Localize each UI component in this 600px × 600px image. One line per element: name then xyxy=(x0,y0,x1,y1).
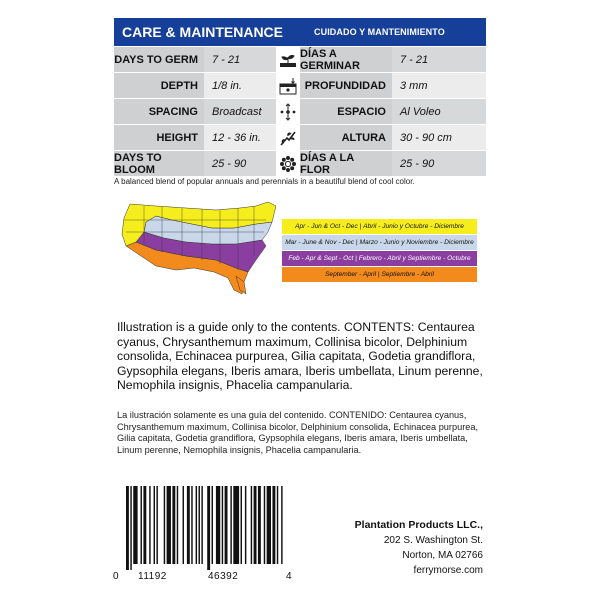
header-title-en: CARE & MAINTENANCE xyxy=(122,24,283,40)
seedling-icon xyxy=(276,47,300,72)
blend-description: A balanced blend of popular annuals and perennials in a beautiful blend of cool color. xyxy=(114,177,415,186)
barcode-bar xyxy=(233,486,239,564)
barcode-bar xyxy=(154,486,155,564)
barcode-bar xyxy=(245,486,246,564)
value-espacio: Al Voleo xyxy=(392,99,486,124)
barcode-bar xyxy=(130,486,131,570)
label-depth: DEPTH xyxy=(114,73,204,98)
label-dias-a-germinar: DÍAS A GERMINAR xyxy=(300,47,392,72)
barcode-bar xyxy=(196,486,197,564)
barcode-bar xyxy=(191,486,192,564)
height-icon xyxy=(276,125,300,150)
table-row-depth xyxy=(114,73,486,99)
value-days-to-bloom: 25 - 90 xyxy=(204,151,276,176)
barcode-bar xyxy=(207,486,210,570)
value-height: 12 - 36 in. xyxy=(204,125,276,150)
barcode-bar xyxy=(172,486,175,564)
legend-item-purple: Feb - Apr & Sept - Oct | Febrero - Abril y Septiembre - Octubre xyxy=(282,251,477,266)
barcode-bar xyxy=(199,486,200,564)
barcode-bar xyxy=(141,486,142,564)
barcode-bar xyxy=(277,486,278,564)
flower-icon xyxy=(276,151,300,176)
company-street: 202 S. Washington St. xyxy=(383,535,483,546)
barcode-bar xyxy=(272,486,275,564)
table-row-germ xyxy=(114,47,486,73)
barcode-bar xyxy=(222,486,223,564)
legend-es: Marzo - Junio y Noviembre - Diciembre xyxy=(359,239,474,246)
barcode-bar xyxy=(216,486,220,564)
legend-en: Feb - Apr & Sept - Oct xyxy=(288,255,354,262)
barcode-bar xyxy=(149,486,150,564)
barcode-bar xyxy=(254,486,257,564)
upc-barcode xyxy=(114,486,284,570)
barcode-bar xyxy=(183,486,184,564)
company-website: ferrymorse.com xyxy=(413,565,483,576)
spacing-icon xyxy=(276,99,300,124)
value-depth: 1/8 in. xyxy=(204,73,276,98)
label-days-to-germ: DAYS TO GERM xyxy=(114,47,204,72)
legend-en: Apr - Jun & Oct - Dec xyxy=(295,223,358,230)
legend-en: Mar - June & Nov - Dec xyxy=(285,239,355,246)
value-spacing: Broadcast xyxy=(204,99,276,124)
legend-item-yellow: Apr - Jun & Oct - Dec | Abril - Junio y Octubre - Diciembre xyxy=(282,219,477,234)
legend-en: September - April xyxy=(325,271,377,278)
value-altura: 30 - 90 cm xyxy=(392,125,486,150)
company-city: Norton, MA 02766 xyxy=(402,550,483,561)
barcode-digit-left: 0 xyxy=(113,571,120,582)
label-height: HEIGHT xyxy=(114,125,204,150)
contents-english: Illustration is a guide only to the contents. CONTENTS: Centaurea cyanus, Chrysanthemum maximum, Collinisa bicolor, Delphinium consolida, Echinacea purpurea, Gilia capitata, Godetia grandiflora, Gypsophila elegans, Iberis amara, Iberis umbellata, Linum perenne, Nemophila insignis, Phacelia campanularia. xyxy=(117,320,483,393)
barcode-bar xyxy=(225,486,228,564)
label-altura: ALTURA xyxy=(300,125,392,150)
label-profundidad: PROFUNDIDAD xyxy=(300,73,392,98)
barcode-bar xyxy=(251,486,252,564)
barcode-bar xyxy=(264,486,265,564)
barcode-bar xyxy=(143,486,146,564)
barcode-bar xyxy=(241,486,242,564)
barcode-group-1: 11192 xyxy=(138,571,167,582)
barcode-bar xyxy=(187,486,190,564)
label-espacio: ESPACIO xyxy=(300,99,392,124)
value-days-to-germ: 7 - 21 xyxy=(204,47,276,72)
planting-legend xyxy=(282,219,477,283)
barcode-bar xyxy=(133,486,137,564)
barcode-bar xyxy=(156,486,157,564)
value-profundidad: 3 mm xyxy=(392,73,486,98)
label-dias-a-la-flor: DÍAS A LA FLOR xyxy=(300,151,392,176)
planting-zone-map xyxy=(116,198,284,301)
label-spacing: SPACING xyxy=(114,99,204,124)
table-row-spacing xyxy=(114,99,486,125)
barcode-bar xyxy=(164,486,165,564)
company-name: Plantation Products LLC., xyxy=(354,519,483,531)
value-dias-a-germinar: 7 - 21 xyxy=(392,47,486,72)
depth-icon xyxy=(276,73,300,98)
care-table xyxy=(114,47,486,177)
table-row-height xyxy=(114,125,486,151)
legend-item-orange: September - April | Septiembre - Abril xyxy=(282,267,477,282)
barcode-bar xyxy=(267,486,271,564)
company-address xyxy=(300,518,483,578)
barcode-bar xyxy=(201,486,202,564)
barcode-bar xyxy=(167,486,171,564)
care-maintenance-header xyxy=(114,18,486,46)
barcode-bar xyxy=(177,486,178,564)
barcode-bar xyxy=(212,486,213,564)
table-row-bloom xyxy=(114,151,486,177)
barcode-digit-right: 4 xyxy=(286,571,293,582)
value-dias-a-la-flor: 25 - 90 xyxy=(392,151,486,176)
barcode-bar xyxy=(281,486,282,564)
legend-item-lightblue: Mar - June & Nov - Dec | Marzo - Junio y Noviembre - Diciembre xyxy=(282,235,477,250)
barcode-bar xyxy=(258,486,261,564)
legend-es: Febrero - Abril y Septiembre - Octubre xyxy=(358,255,471,262)
barcode-bar xyxy=(126,486,129,570)
legend-es: Septiembre - Abril xyxy=(381,271,434,278)
legend-es: Abril - Junio y Octubre - Diciembre xyxy=(363,223,464,230)
label-days-to-bloom: DAYS TO BLOOM xyxy=(114,151,204,176)
barcode-group-2: 46392 xyxy=(208,571,239,582)
header-title-es: CUIDADO Y MANTENIMIENTO xyxy=(314,27,445,37)
barcode-bar xyxy=(230,486,231,564)
contents-spanish: La ilustración solamente es una guía del contenido. CONTENIDO: Centaurea cyanus, Chrysanthemum maximum, Collinisa bicolor, Delphinium consolida, Echinacea purpurea, Gilia capitata, Godetia grandiflora, Gypsophila elegans, Iberis amara, Iberis umbellata, Linum perenne, Nemophila insignis, Phacelia campanularia. xyxy=(117,410,479,455)
